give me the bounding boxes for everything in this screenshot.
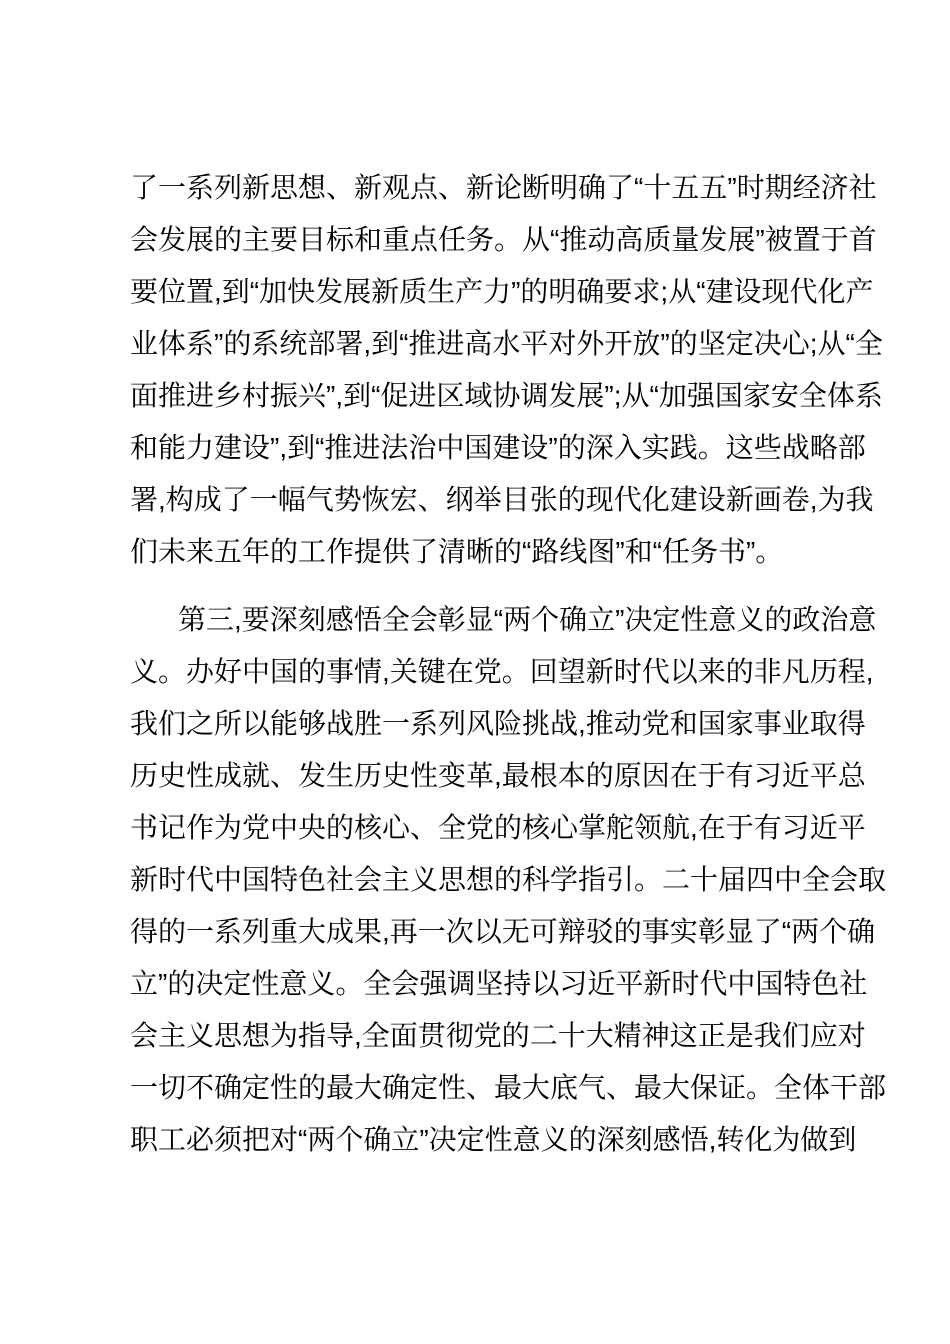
text-line: 一切不确定性的最大确定性、最大底气、最大保证。全体干部 bbox=[130, 1072, 887, 1103]
text-line: 职工必须把对“两个确立”决定性意义的深刻感悟,转化为做到 bbox=[130, 1124, 857, 1155]
text-line: 义。办好中国的事情,关键在党。回望新时代以来的非凡历程, bbox=[130, 656, 874, 687]
text-line: 得的一系列重大成果,再一次以无可辩驳的事实彰显了“两个确 bbox=[130, 916, 876, 947]
text-line: 历史性成就、发生历史性变革,最根本的原因在于有习近平总 bbox=[130, 760, 866, 791]
text-line: 我们之所以能够战胜一系列风险挑战,推动党和国家事业取得 bbox=[130, 708, 866, 739]
text-line: 立”的决定性意义。全会强调坚持以习近平新时代中国特色社 bbox=[130, 968, 868, 999]
text-line: 要位置,到“加快发展新质生产力”的明确要求;从“建设现代化产 bbox=[130, 276, 874, 307]
text-line: 新时代中国特色社会主义思想的科学指引。二十届四中全会取 bbox=[130, 864, 887, 895]
text-line: 了一系列新思想、新观点、新论断明确了“十五五”时期经济社 bbox=[130, 172, 877, 203]
text-line: 会发展的主要目标和重点任务。从“推动高质量发展”被置于首 bbox=[130, 224, 877, 255]
text-line: 署,构成了一幅气势恢宏、纲举目张的现代化建设新画卷,为我 bbox=[130, 484, 874, 515]
text-line: 业体系”的系统部署,到“推进高水平对外开放”的坚定决心;从“全 bbox=[130, 328, 883, 359]
text-line: 们未来五年的工作提供了清晰的“路线图”和“任务书”。 bbox=[130, 536, 784, 567]
text-line: 书记作为党中央的核心、全党的核心掌舵领航,在于有习近平 bbox=[130, 812, 866, 843]
text-line: 和能力建设”,到“推进法治中国建设”的深入实践。这些战略部 bbox=[130, 432, 866, 463]
text-line: 面推进乡村振兴”,到“促进区域协调发展”;从“加强国家安全体系 bbox=[130, 380, 883, 411]
text-line: 第三,要深刻感悟全会彰显“两个确立”决定性意义的政治意 bbox=[178, 604, 877, 635]
text-line: 会主义思想为指导,全面贯彻党的二十大精神这正是我们应对 bbox=[130, 1020, 866, 1051]
